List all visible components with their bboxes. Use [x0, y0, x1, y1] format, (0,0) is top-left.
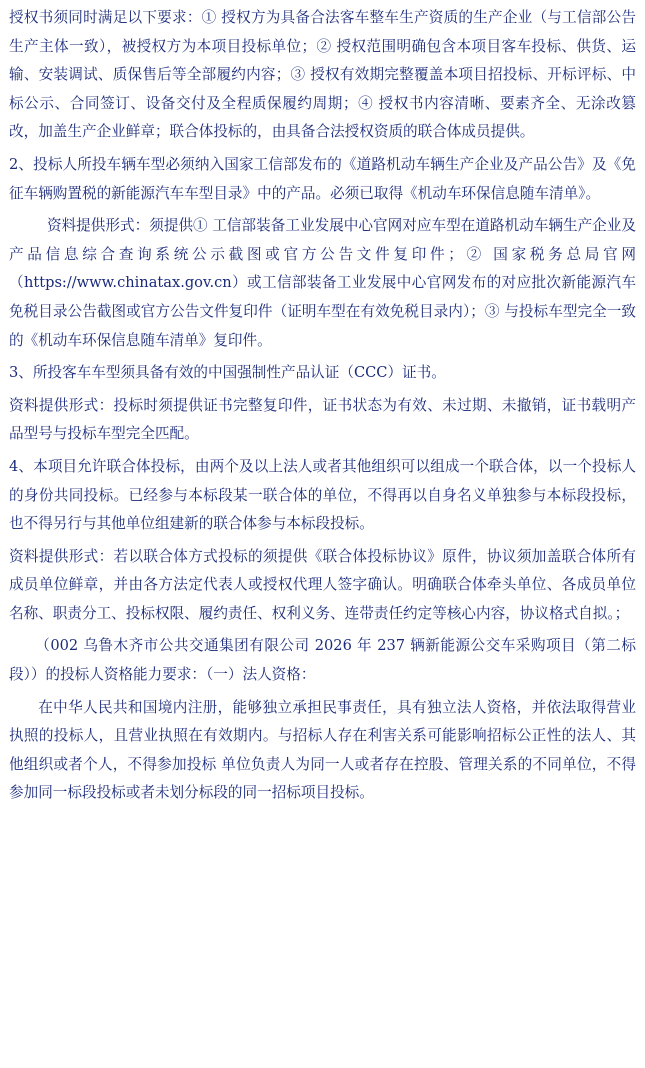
paragraph-consortium-materials: 资料提供形式：若以联合体方式投标的须提供《联合体投标协议》原件，协议须加盖联合体所有成员单位鲜章，并由各方法定代表人或授权代理人签字确认。明确联合体牵头单位、各成员单位名称、职责分工、投标权限、履约责任、权利义务、连带责任约定等核心内容，协议格式自拟。； — [9, 547, 636, 622]
paragraph-catalog-materials: 资料提供形式：须提供① 工信部装备工业发展中心官网对应车型在道路机动车辆生产企业及产品信息综合查询系统公示截图或官方公告文件复印件；② 国家税务总局官网（https://www.chinatax.gov.cn）或工信部装备工业发展中心官网发布的对应批次新能源汽车免税目录公告截图或官方公告文件复印件（证明车型在有效免税目录内）；③ 与投标车型完全一致的《机动车环保信息随车清单》复印件。 — [9, 217, 636, 349]
paragraph-vehicle-catalog-requirement: 2、投标人所投车辆车型必须纳入国家工信部发布的《道路机动车辆生产企业及产品公告》及《免征车辆购置税的新能源汽车车型目录》中的产品。必须已取得《机动车环保信息随车清单》。 — [9, 155, 636, 202]
paragraph-legal-entity-requirement: 在中华人民共和国境内注册，能够独立承担民事责任，具有独立法人资格，并依法取得营业执照的投标人，且营业执照在有效期内。与招标人存在利害关系可能影响招标公正性的法人、其他组织或者个人，不得参加投标 单位负责人为同一人或者存在控股、管理关系的不同单位，不得参加同一标段投标或者未划分标段的同一招标项目投标。 — [9, 698, 636, 802]
paragraph-consortium-requirement: 4、本项目允许联合体投标，由两个及以上法人或者其他组织可以组成一个联合体，以一个投标人的身份共同投标。已经参与本标段某一联合体的单位，不得再以自身名义单独参与本标段投标，也不得另行与其他单位组建新的联合体参与本标段投标。 — [9, 457, 636, 533]
paragraph-authorization-requirements: 授权书须同时满足以下要求：① 授权方为具备合法客车整车生产资质的生产企业（与工信部公告生产主体一致），被授权方为本项目投标单位；② 授权范围明确包含本项目客车投标、供货、运输、安装调试、质保售后等全部履约内容；③ 授权有效期完整覆盖本项目招投标、开标评标、中标公示、合同签订、设备交付及全程质保履约周期；④ 授权书内容清晰、要素齐全、无涂改篡改，加盖生产企业鲜章；联合体投标的，由具备合法授权资质的联合体成员提供。 — [9, 9, 636, 141]
paragraph-lot-two-heading: （002 乌鲁木齐市公共交通集团有限公司 2026 年 237 辆新能源公交车采购项目（第二标段））的投标人资格能力要求：（一）法人资格： — [9, 637, 636, 684]
paragraph-ccc-requirement: 3、所投客车车型须具备有效的中国强制性产品认证（CCC）证书。 — [9, 364, 446, 382]
paragraph-ccc-materials: 资料提供形式：投标时须提供证书完整复印件，证书状态为有效、未过期、未撤销，证书载明产品型号与投标车型完全匹配。 — [9, 396, 636, 443]
